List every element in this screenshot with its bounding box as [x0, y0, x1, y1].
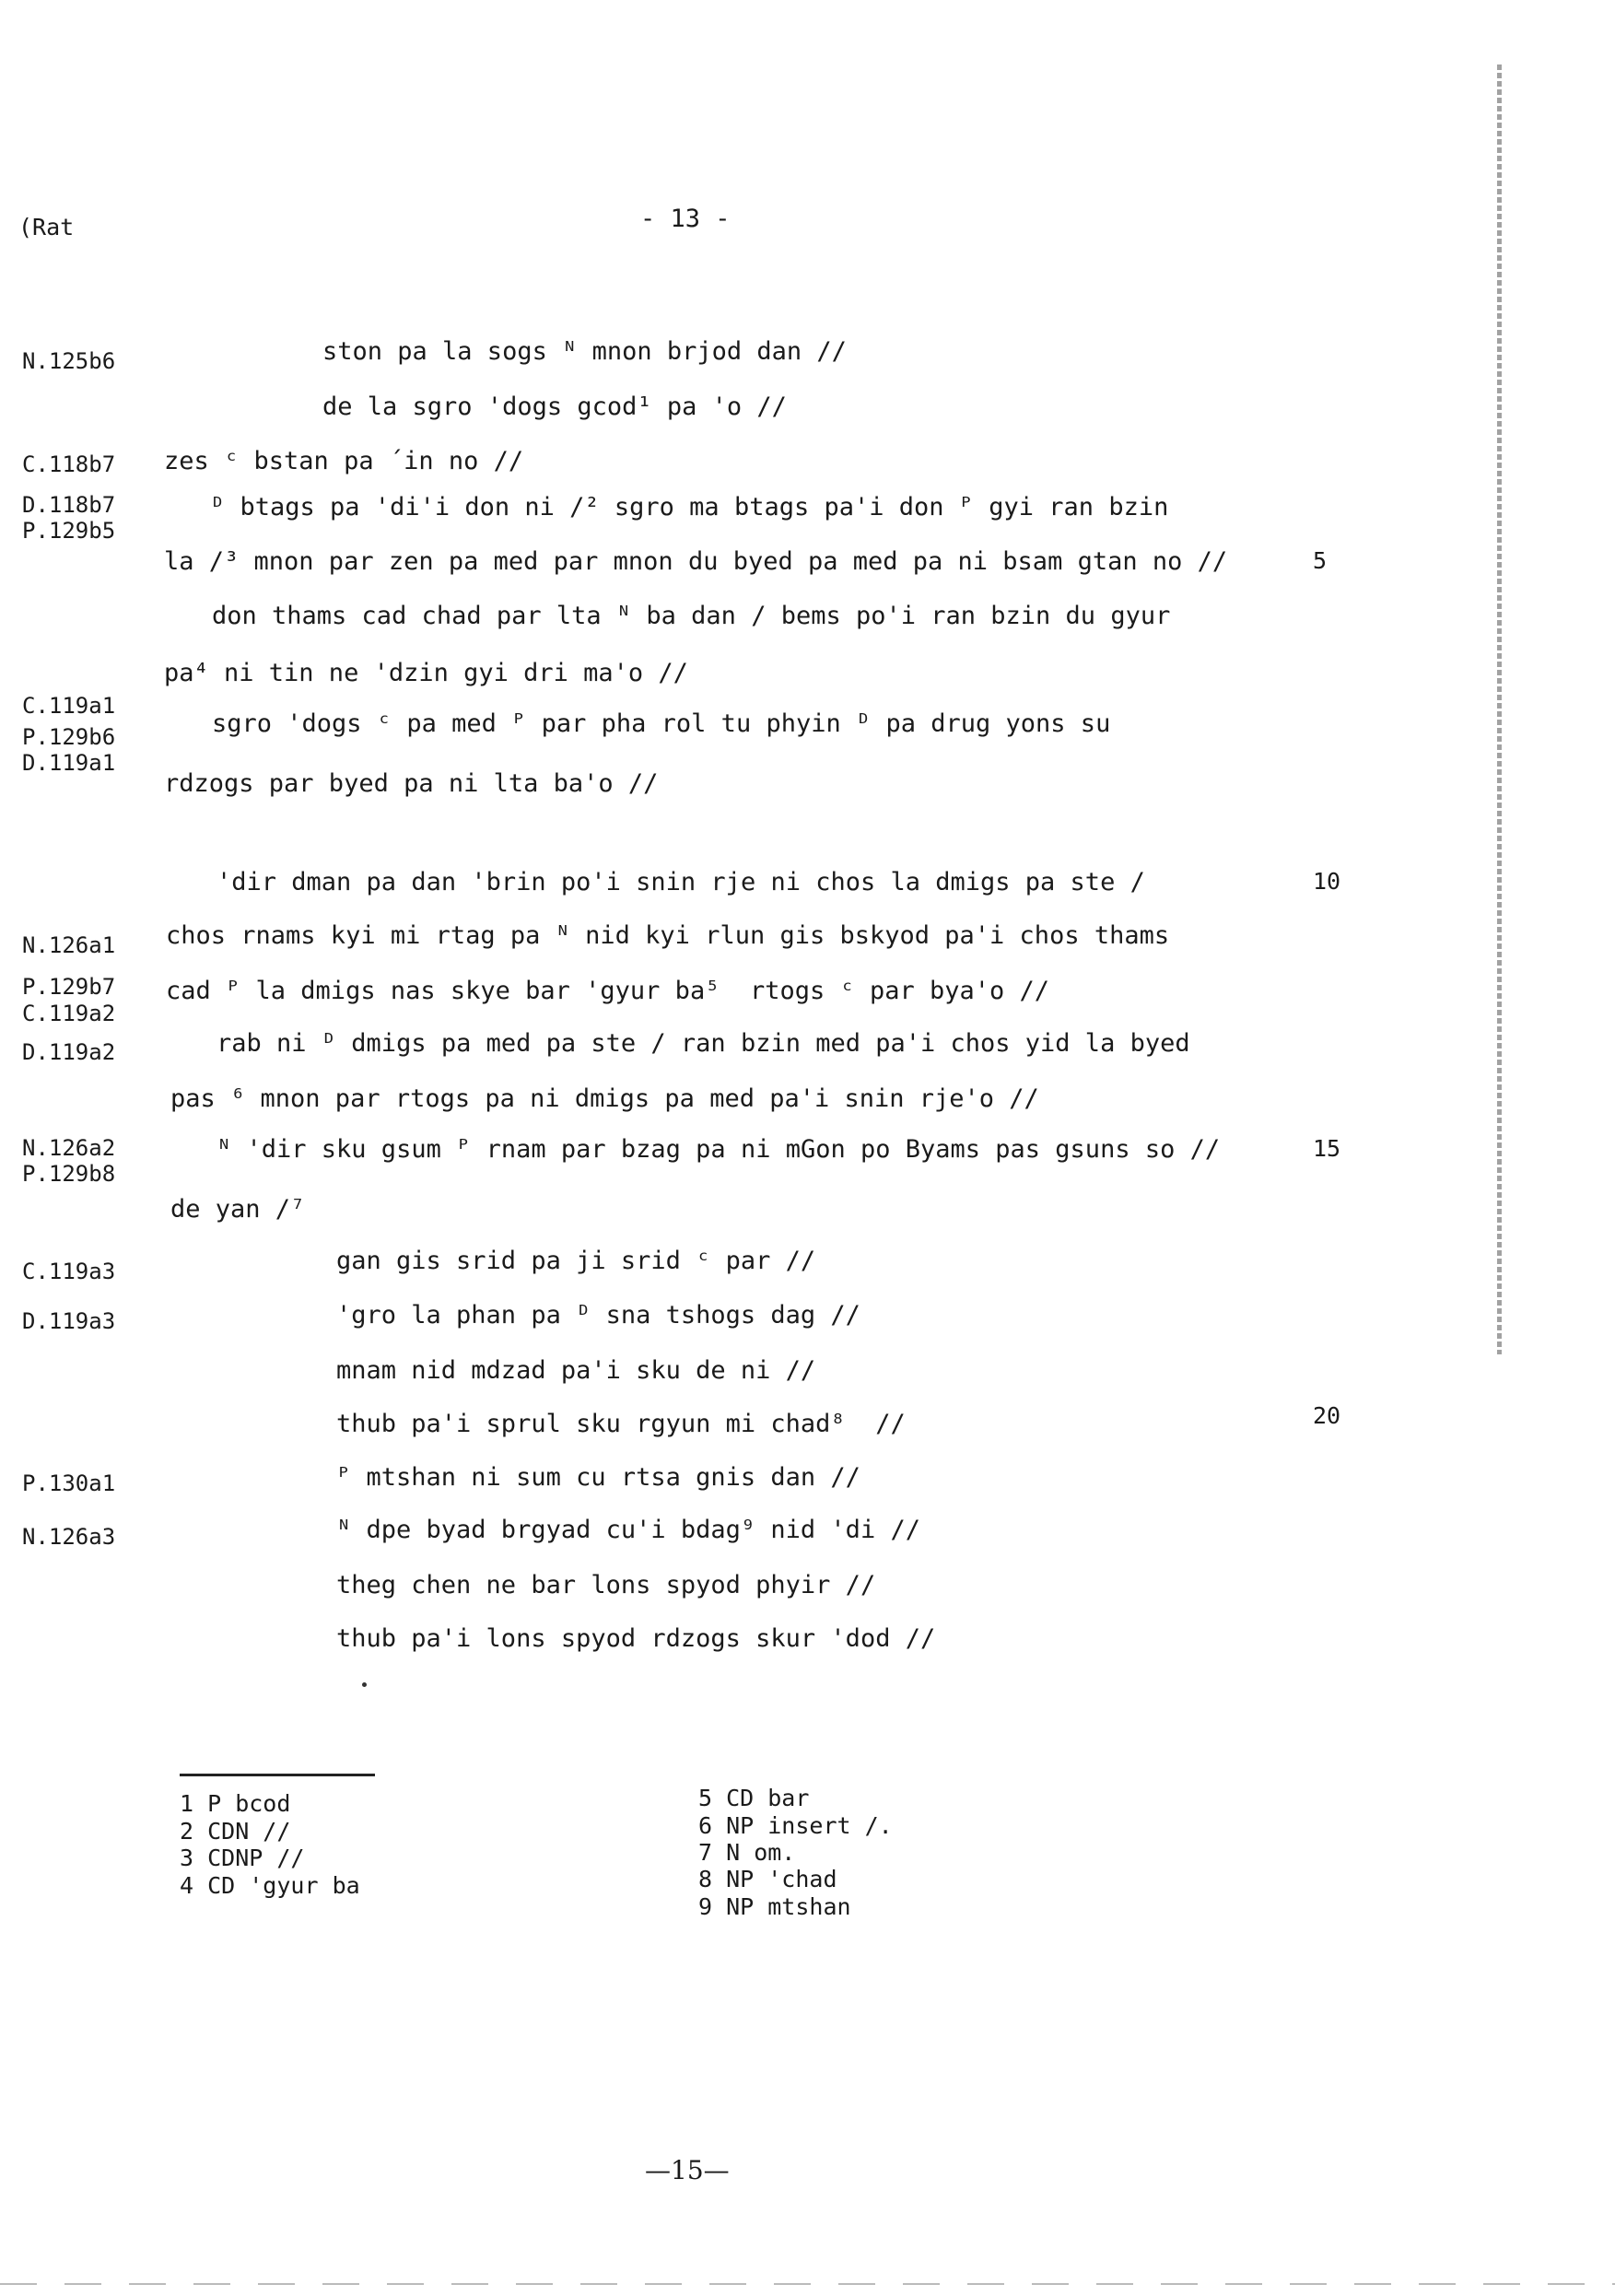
siglum: N.125b6 [22, 348, 116, 374]
siglum: P.129b6 [22, 724, 116, 750]
corner-label: (Rat [18, 214, 75, 240]
text-line: 'dir dman pa dan 'brin po'i snin rje ni chos la dmigs pa ste / [217, 868, 1145, 896]
footnote: 4 CD 'gyur ba [180, 1872, 360, 1899]
scan-edge-shadow [1497, 64, 1502, 1354]
verse-line: thub pa'i lons spyod rdzogs skur 'dod // [336, 1624, 936, 1653]
siglum: P.129b5 [22, 518, 116, 544]
siglum: N.126a3 [22, 1524, 116, 1550]
verse-line: thub pa'i sprul sku rgyun mi chad⁸ // [336, 1410, 906, 1438]
text-line: rab ni ᴰ dmigs pa med pa ste / ran bzin med pa'i chos yid la byed [217, 1029, 1190, 1058]
footnote: 8 NP 'chad [698, 1866, 837, 1892]
text-line: ᴺ 'dir sku gsum ᴾ rnam par bzag pa ni mGon po Byams pas gsuns so // [217, 1135, 1221, 1164]
siglum: C.119a1 [22, 693, 116, 719]
text-line: ston pa la sogs ᴺ mnon brjod dan // [322, 337, 847, 366]
verse-line: theg chen ne bar lons spyod phyir // [336, 1571, 876, 1599]
text-line: cad ᴾ la dmigs nas skye bar 'gyur ba⁵ rtogs ᶜ par bya'o // [166, 977, 1050, 1005]
verse-line: gan gis srid pa ji srid ᶜ par // [336, 1247, 816, 1275]
line-number: 15 [1313, 1135, 1341, 1162]
footnote: 3 CDNP // [180, 1845, 305, 1871]
verse-line: ᴾ mtshan ni sum cu rtsa gnis dan // [336, 1463, 860, 1492]
text-line: chos rnams kyi mi rtag pa ᴺ nid kyi rlun gis bskyod pa'i chos thams [166, 921, 1170, 950]
siglum: C.119a3 [22, 1259, 116, 1284]
line-number: 5 [1313, 547, 1328, 574]
text-line: don thams cad chad par lta ᴺ ba dan / bems po'i ran bzin du gyur [212, 602, 1171, 630]
footnote: 7 N om. [698, 1839, 796, 1866]
text-line: la /³ mnon par zen pa med par mnon du byed pa med pa ni bsam gtan no // [164, 547, 1228, 576]
siglum: D.118b7 [22, 492, 116, 518]
footnote-rule [180, 1774, 375, 1776]
page-header-number: - 13 - [640, 205, 731, 233]
footnote: 6 NP insert /. [698, 1812, 893, 1839]
siglum: N.126a1 [22, 932, 116, 958]
line-number: 20 [1313, 1402, 1341, 1429]
siglum: P.129b8 [22, 1161, 116, 1187]
footnote: 9 NP mtshan [698, 1893, 851, 1920]
siglum: C.118b7 [22, 451, 116, 477]
siglum: D.119a1 [22, 750, 116, 776]
footnote: 5 CD bar [698, 1785, 810, 1811]
footnote: 2 CDN // [180, 1818, 291, 1845]
siglum: P.129b7 [22, 974, 116, 1000]
footnote: 1 P bcod [180, 1790, 291, 1817]
text-line: de yan /⁷ [170, 1195, 306, 1224]
text-line: de la sgro 'dogs gcod¹ pa 'o // [322, 392, 787, 421]
stray-dot [362, 1682, 367, 1687]
text-line: zes ᶜ bstan pa ´in no // [164, 447, 524, 475]
text-line: ᴰ btags pa 'di'i don ni /² sgro ma btags pa'i don ᴾ gyi ran bzin [210, 493, 1169, 521]
siglum: C.119a2 [22, 1001, 116, 1026]
line-number: 10 [1313, 868, 1341, 895]
siglum: P.130a1 [22, 1470, 116, 1496]
siglum: D.119a3 [22, 1308, 116, 1334]
text-line: rdzogs par byed pa ni lta ba'o // [164, 769, 659, 798]
verse-line: mnam nid mdzad pa'i sku de ni // [336, 1356, 816, 1385]
siglum: D.119a2 [22, 1039, 116, 1065]
page-footer-number: —15— [645, 2155, 730, 2185]
text-line: sgro 'dogs ᶜ pa med ᴾ par pha rol tu phyin ᴰ pa drug yons su [212, 709, 1111, 738]
siglum: N.126a2 [22, 1135, 116, 1161]
verse-line: 'gro la phan pa ᴰ sna tshogs dag // [336, 1301, 860, 1330]
scan-bottom-edge [0, 2283, 1615, 2285]
text-line: pas ⁶ mnon par rtogs pa ni dmigs pa med pa'i snin rje'o // [170, 1084, 1039, 1113]
verse-line: ᴺ dpe byad brgyad cu'i bdag⁹ nid 'di // [336, 1516, 920, 1544]
text-line: pa⁴ ni tin ne 'dzin gyi dri ma'o // [164, 659, 688, 687]
